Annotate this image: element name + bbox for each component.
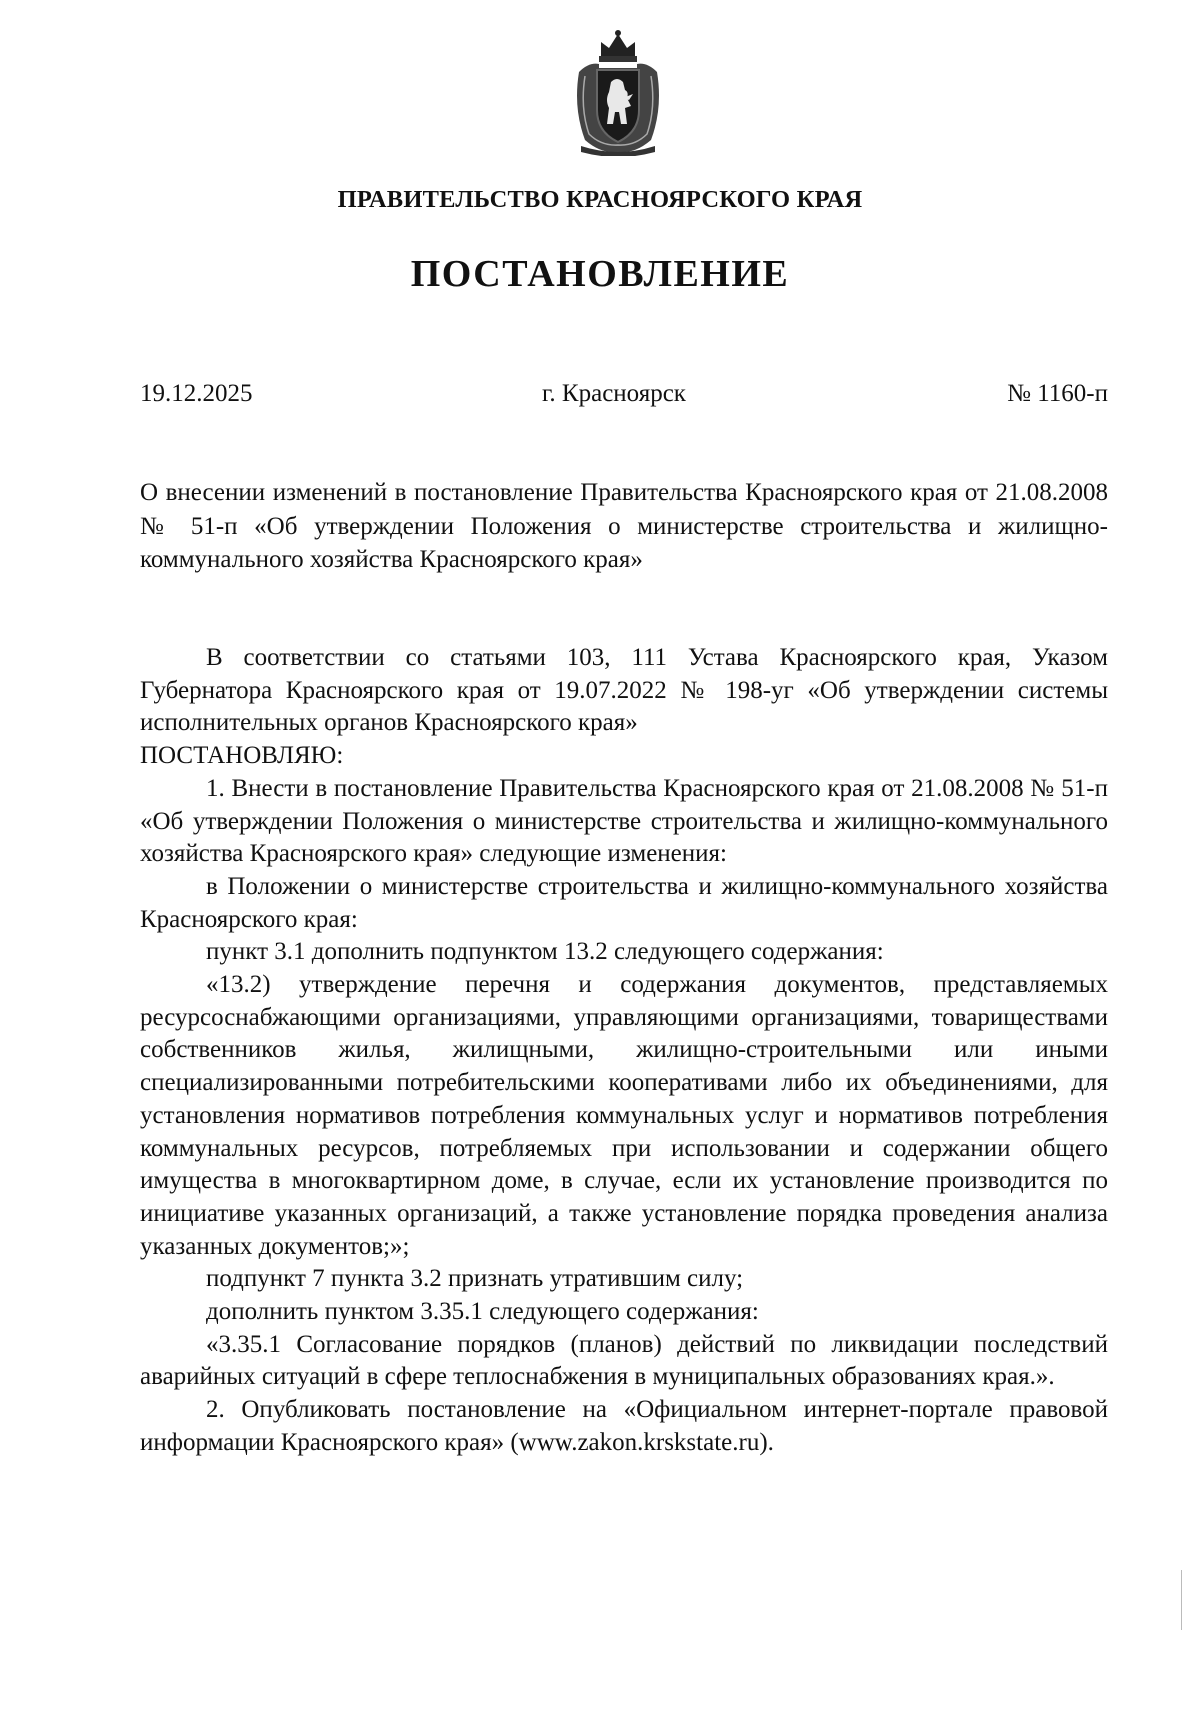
organization-heading: ПРАВИТЕЛЬСТВО КРАСНОЯРСКОГО КРАЯ [337, 186, 863, 213]
paragraph-amendments-intro: в Положении о министерстве строительства и жилищно-коммунального хозяйства Красноярского края: [140, 872, 1108, 933]
paragraph-1: 1. Внести в постановление Правительства Красноярского края от 21.08.2008 № 51-п «Об утверждении Положения о министерстве строительства и жилищно-коммунального хозяйства Красноярского края» следующие изменения: [140, 774, 1108, 868]
paragraph-2-publication: 2. Опубликовать постановление на «Официальном интернет-портале правовой информации Красноярского края» (www.zakon.krskstate.ru). [140, 1396, 1108, 1456]
coat-of-arms-icon [571, 28, 665, 156]
document-city: г. Красноярск [542, 380, 686, 407]
document-type-heading: ПОСТАНОВЛЕНИЕ [410, 253, 790, 295]
document-date: 19.12.2025 [140, 380, 253, 407]
paragraph-subpoint-13-2: «13.2) утверждение перечня и содержания документов, представляемых ресурсоснабжающими организациями, управляющими организациями, товариществами собственников жилья, жилищными, жилищно-строительными или иными специализированными потребительскими кооперативами либо их объединениями, для установления нормативов потребления коммунальных услуг и нормативов потребления коммунальных ресурсов, потребляемых при использовании и содержании общего имущества в многоквартирном доме, в случае, если их установление производится по инициативе указанных организаций, а также установление порядка проведения анализа указанных документов;»; [140, 971, 1108, 1260]
decree-word: ПОСТАНОВЛЯЮ: [140, 742, 344, 770]
document-body [140, 642, 1108, 1460]
paragraph-point-3-35-1-intro: дополнить пунктом 3.35.1 следующего содержания: [206, 1298, 759, 1326]
preamble-paragraph: В соответствии со статьями 103, 111 Устава Красноярского края, Указом Губернатора Красноярского края от 19.07.2022 № 198-уг «Об утверждении системы исполнительных органов Красноярского края» [140, 644, 1108, 737]
paragraph-subpoint-7-repeal: подпункт 7 пункта 3.2 признать утратившим силу; [206, 1265, 744, 1293]
document-title: О внесении изменений в постановление Правительства Красноярского края от 21.08.2008 № 51-п «Об утверждении Положения о министерстве строительства и жилищно-коммунального хозяйства Красноярского края» [140, 479, 1108, 573]
paragraph-point-3-35-1: «3.35.1 Согласование порядков (планов) действий по ликвидации последствий аварийных ситуаций в сфере теплоснабжения в муниципальных образованиях края.». [140, 1330, 1108, 1391]
document-number: № 1160-п [1007, 380, 1108, 407]
paragraph-point-3-1: пункт 3.1 дополнить подпунктом 13.2 следующего содержания: [206, 938, 884, 966]
scan-mark [1181, 1570, 1182, 1630]
